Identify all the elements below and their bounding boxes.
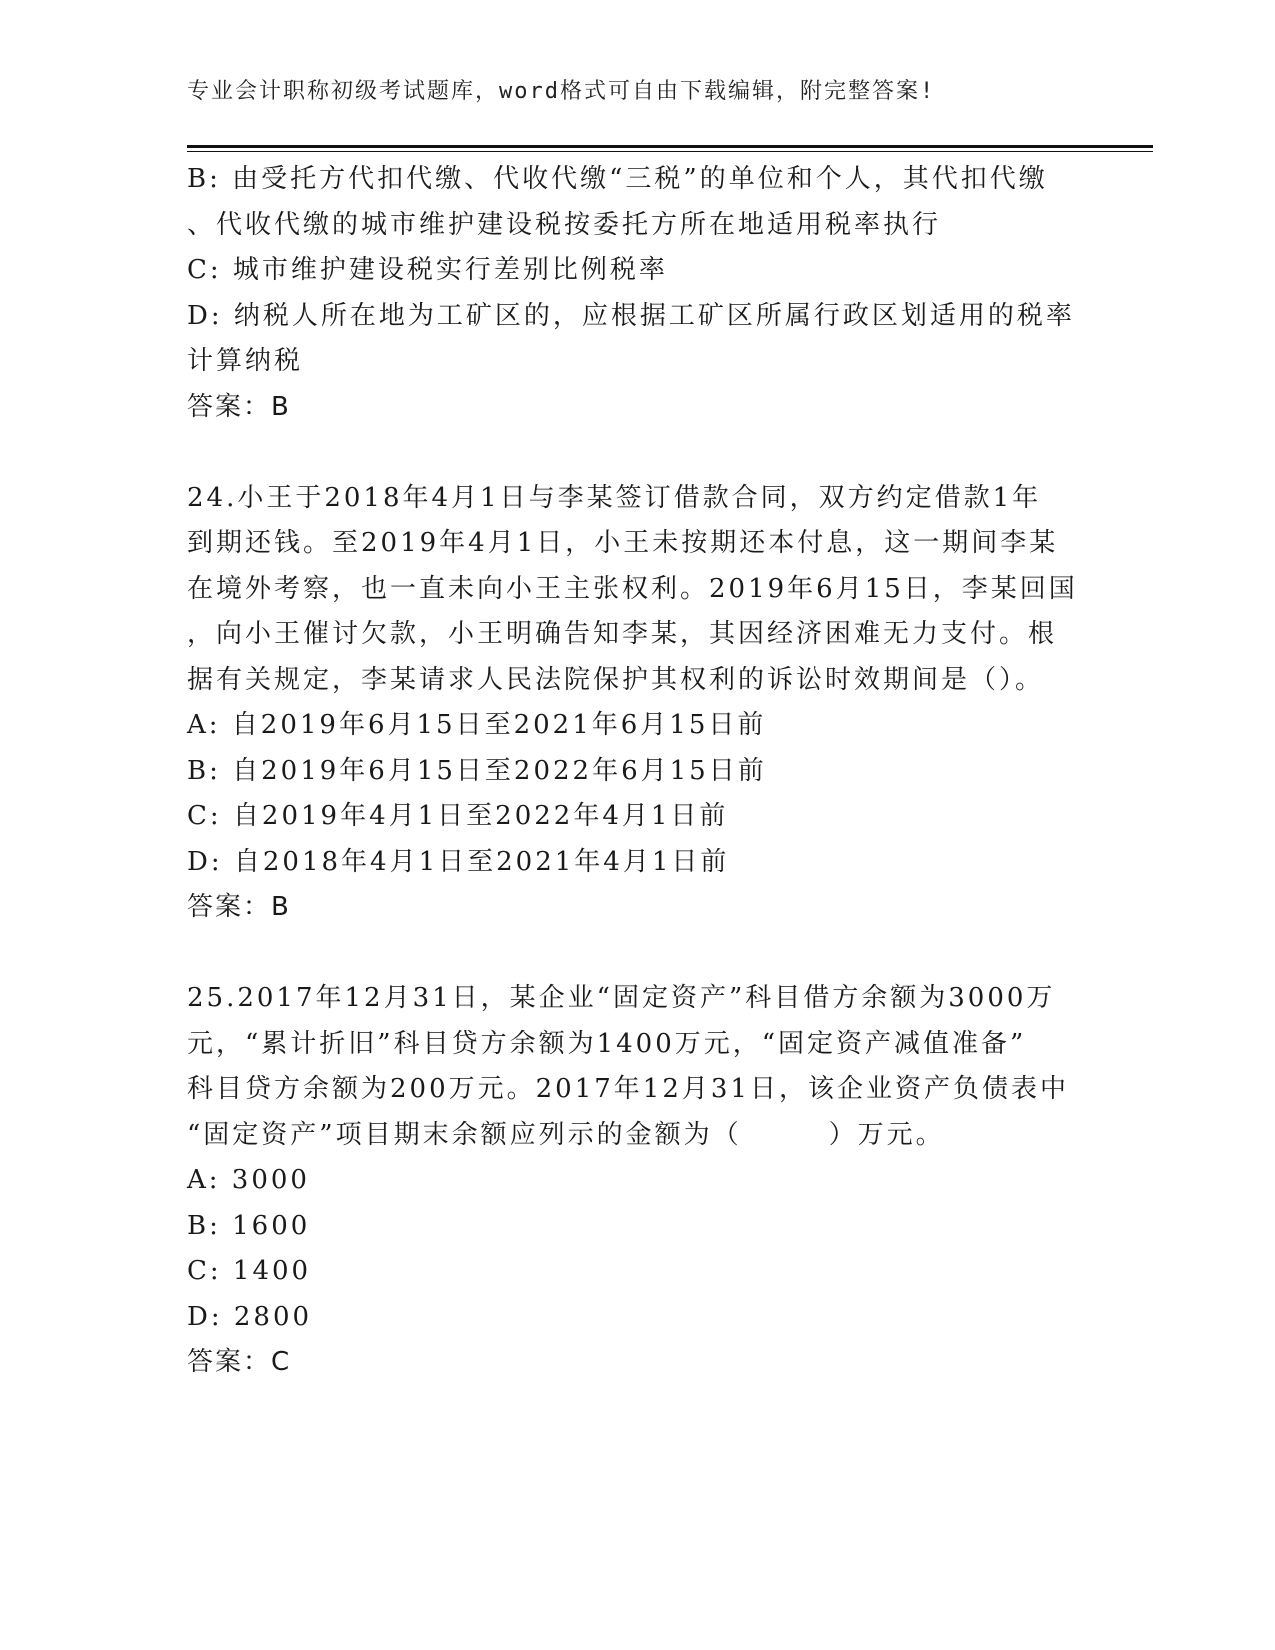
option-line: 计算纳税 [187,346,304,376]
spacer [187,430,1067,476]
question-line: 据有关规定，李某请求人民法院保护其权利的诉讼时效期间是（）。 [187,664,1045,695]
option-line: D: 纳税人所在地为工矿区的，应根据工矿区所属行政区划适用的税率 [187,300,1075,331]
header-rule-thin [187,151,1153,152]
option-line: C: 城市维护建设税实行差别比例税率 [187,255,668,285]
content-area [187,157,1078,1386]
option-d: D: 自2018年4月1日至2021年4月1日前 [187,846,730,877]
question-line: 到期还钱。至2019年4月1日，小王未按期还本付息，这一期间李某 [187,528,1059,558]
option-b: B: 自2019年6月15日至2022年6月15日前 [187,755,767,786]
answer-label: 答案：C [187,1347,292,1377]
option-c: C: 1400 [187,1256,312,1286]
spacer [187,931,1067,977]
question-line: “固定资产”项目期末余额应列示的金额为（ ）万元。 [187,1119,945,1150]
answer-label: 答案：B [187,892,291,922]
option-b: B: 1600 [187,1210,311,1241]
option-a: A: 3000 [187,1165,310,1195]
prev-question-block [187,157,1075,430]
question-line: 25.2017年12月31日，某企业“固定资产”科目借方余额为3000万 [187,983,1056,1013]
option-a: A: 自2019年6月15日至2021年6月15日前 [187,710,767,740]
page-header: 专业会计职称初级考试题库，word格式可自由下载编辑，附完整答案! [187,79,936,104]
question-24 [187,476,1078,931]
question-line: 24.小王于2018年4月1日与李某签订借款合同，双方约定借款1年 [187,482,1042,513]
header-rule-thick [187,145,1153,148]
answer-label: 答案：B [187,391,291,422]
question-line: 在境外考察，也一直未向小王主张权利。2019年6月15日，李某回国 [187,573,1078,604]
option-line: B: 由受托方代扣代缴、代收代缴“三税”的单位和个人，其代扣代缴 [187,164,1048,194]
option-d: D: 2800 [187,1301,313,1332]
question-25 [187,976,1067,1386]
question-line: 科目贷方余额为200万元。2017年12月31日，该企业资产负债表中 [187,1074,1069,1104]
question-line: ，向小王催讨欠款，小王明确告知李某，其因经济困难无力支付。根 [187,619,1058,649]
option-line: 、代收代缴的城市维护建设税按委托方所在地适用税率执行 [187,209,942,240]
question-line: 元，“累计折旧”科目贷方余额为1400万元，“固定资产减值准备” [187,1028,1027,1059]
option-c: C: 自2019年4月1日至2022年4月1日前 [187,801,729,831]
